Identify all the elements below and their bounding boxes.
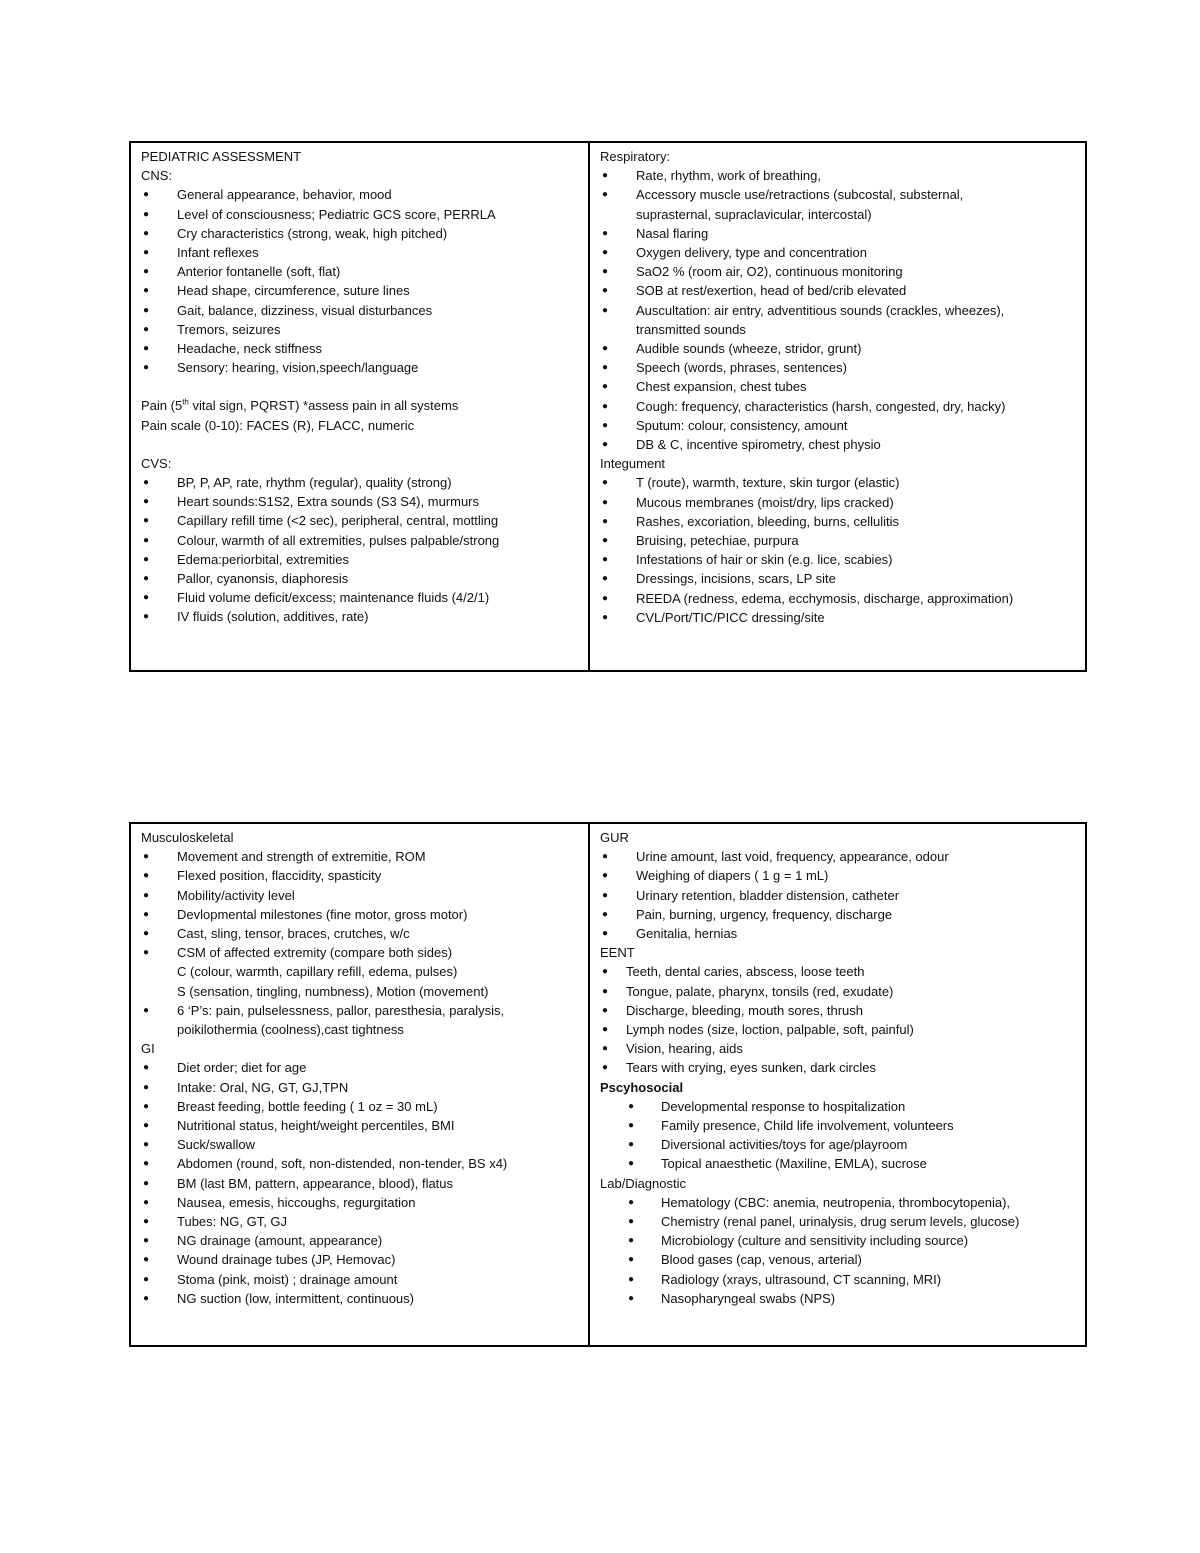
list-item: ● Mucous membranes (moist/dry, lips cracked) — [602, 494, 894, 510]
list-item: ● Breast feeding, bottle feeding ( 1 oz = 30 mL) — [143, 1098, 438, 1114]
pain-scale-line: Pain scale (0-10): FACES (R), FLACC, numeric — [141, 417, 415, 433]
psychosocial-list — [600, 1097, 1079, 1174]
cell-msk-gi — [131, 824, 590, 1345]
list-item: ● Nasal flaring — [602, 225, 709, 241]
list-item: ● Flexed position, flaccidity, spasticity — [143, 868, 382, 884]
list-item: ● Blood gases (cap, venous, arterial) — [628, 1252, 862, 1268]
list-item: ● Abdomen (round, soft, non-distended, non-tender, BS x4) — [143, 1156, 508, 1172]
list-item: ● Nutritional status, height/weight percentiles, BMI — [143, 1118, 455, 1134]
list-item: ● Family presence, Child life involvement, volunteers — [628, 1118, 954, 1134]
lab-diagnostic-list — [600, 1193, 1079, 1308]
list-item: ● Tremors, seizures — [143, 321, 281, 337]
list-item: ● Diversional activities/toys for age/playroom — [628, 1137, 908, 1153]
list-item: ● Head shape, circumference, suture lines — [143, 283, 410, 299]
eent-heading: EENT — [600, 945, 635, 961]
cns-heading: CNS: — [141, 168, 173, 184]
list-item: ● Microbiology (culture and sensitivity including source) — [628, 1233, 969, 1249]
musculoskeletal-list — [141, 847, 582, 962]
musculoskeletal-heading: Musculoskeletal — [141, 830, 234, 845]
list-item: ● T (route), warmth, texture, skin turgor (elastic) — [602, 475, 900, 491]
list-item: ● Sensory: hearing, vision,speech/language — [143, 360, 419, 376]
list-item: ● Gait, balance, dizziness, visual disturbances — [143, 302, 433, 318]
list-item: ● Suck/swallow — [143, 1137, 256, 1153]
list-item: ● CVL/Port/TIC/PICC dressing/site — [602, 609, 825, 625]
gi-list — [141, 1058, 582, 1308]
respiratory-list-cont — [600, 224, 1079, 320]
list-item: ● Intake: Oral, NG, GT, GJ,TPN — [143, 1079, 349, 1095]
list-item: ● Nasopharyngeal swabs (NPS) — [628, 1290, 836, 1306]
list-item: ● CSM of affected extremity (compare both sides) — [143, 945, 453, 961]
list-item: ● BP, P, AP, rate, rhythm (regular), quality (strong) — [143, 475, 452, 491]
list-item: ● Pallor, cyanonsis, diaphoresis — [143, 571, 349, 587]
respiratory-heading: Respiratory: — [600, 149, 671, 164]
lab-diagnostic-heading: Lab/Diagnostic — [600, 1175, 686, 1191]
cell-respiratory-integument — [590, 143, 1085, 670]
list-item: ● Chemistry (renal panel, urinalysis, drug serum levels, glucose) — [628, 1214, 1020, 1230]
list-item-continuation: poikilothermia (coolness),cast tightness — [177, 1022, 404, 1038]
list-item: ● Vision, hearing, aids — [602, 1041, 743, 1057]
list-item: ● Fluid volume deficit/excess; maintenance fluids (4/2/1) — [143, 590, 490, 606]
list-item: ● General appearance, behavior, mood — [143, 187, 392, 203]
list-item: ● Urine amount, last void, frequency, appearance, odour — [602, 849, 949, 865]
list-item: ● Mobility/activity level — [143, 887, 295, 903]
list-item: ● SOB at rest/exertion, head of bed/crib elevated — [602, 283, 907, 299]
integument-heading: Integument — [600, 456, 666, 472]
list-item: ● Anterior fontanelle (soft, flat) — [143, 264, 341, 280]
list-item: ● Oxygen delivery, type and concentration — [602, 245, 868, 261]
list-item: ● Radiology (xrays, ultrasound, CT scanning, MRI) — [628, 1271, 942, 1287]
list-item: ● Urinary retention, bladder distension, catheter — [602, 887, 900, 903]
list-item: ● Level of consciousness; Pediatric GCS score, PERRLA — [143, 206, 496, 222]
list-item: ● Sputum: colour, consistency, amount — [602, 417, 848, 433]
document-title: PEDIATRIC ASSESSMENT — [141, 149, 302, 164]
list-item: ● 6 ‘P’s: pain, pulselessness, pallor, paresthesia, paralysis, — [143, 1002, 505, 1018]
list-item: ● Headache, neck stiffness — [143, 341, 323, 357]
list-item: ● NG suction (low, intermittent, continuous) — [143, 1290, 414, 1306]
list-item: ● BM (last BM, pattern, appearance, blood), flatus — [143, 1175, 454, 1191]
list-item: ● Developmental response to hospitalization — [628, 1098, 906, 1114]
list-item: ● Bruising, petechiae, purpura — [602, 533, 799, 549]
list-item: ● Infestations of hair or skin (e.g. lice, scabies) — [602, 552, 893, 568]
list-item: ● Teeth, dental caries, abscess, loose teeth — [602, 964, 865, 980]
six-ps-list — [141, 1001, 582, 1020]
list-item: ● Heart sounds:S1S2, Extra sounds (S3 S4), murmurs — [143, 494, 480, 510]
list-item: ● Genitalia, hernias — [602, 926, 738, 942]
assessment-table-top — [129, 141, 1087, 672]
list-item: ● Auscultation: air entry, adventitious sounds (crackles, wheezes), — [602, 302, 1005, 318]
list-item: ● Infant reflexes — [143, 245, 259, 261]
psychosocial-heading: Pscyhosocial — [600, 1079, 684, 1095]
csm-sensation-line: S (sensation, tingling, numbness), Motion (movement) — [177, 983, 489, 999]
list-item: ● Tongue, palate, pharynx, tonsils (red, exudate) — [602, 983, 894, 999]
assessment-table-bottom — [129, 822, 1087, 1347]
list-item: ● Cough: frequency, characteristics (harsh, congested, dry, hacky) — [602, 398, 1006, 414]
list-item: ● Rashes, excoriation, bleeding, burns, cellulitis — [602, 513, 900, 529]
gi-heading: GI — [141, 1041, 155, 1057]
list-item: ● Devlopmental milestones (fine motor, gross motor) — [143, 906, 468, 922]
list-item: ● Accessory muscle use/retractions (subcostal, substernal, — [602, 187, 964, 203]
pain-line: Pain (5th vital sign, PQRST) *assess pain in all systems — [141, 398, 459, 414]
list-item: ● Dressings, incisions, scars, LP site — [602, 571, 836, 587]
list-item: ● NG drainage (amount, appearance) — [143, 1233, 383, 1249]
list-item: ● IV fluids (solution, additives, rate) — [143, 609, 369, 625]
list-item: ● Hematology (CBC: anemia, neutropenia, thrombocytopenia), — [628, 1194, 1011, 1210]
gur-list — [600, 847, 1079, 943]
list-item: ● Cry characteristics (strong, weak, high pitched) — [143, 225, 448, 241]
respiratory-list-cont — [600, 339, 1079, 454]
list-item: ● Lymph nodes (size, loction, palpable, soft, painful) — [602, 1022, 914, 1038]
list-item: ● Rate, rhythm, work of breathing, — [602, 168, 821, 184]
list-item: ● Cast, sling, tensor, braces, crutches, w/c — [143, 926, 410, 942]
list-item: ● Tubes: NG, GT, GJ — [143, 1214, 288, 1230]
list-item: ● Chest expansion, chest tubes — [602, 379, 807, 395]
list-item: ● Stoma (pink, moist) ; drainage amount — [143, 1271, 398, 1287]
list-item-continuation: suprasternal, supraclavicular, intercostal) — [636, 206, 872, 222]
list-item: ● Pain, burning, urgency, frequency, discharge — [602, 906, 893, 922]
list-item: ● Capillary refill time (<2 sec), peripheral, central, mottling — [143, 513, 499, 529]
list-item: ● Topical anaesthetic (Maxiline, EMLA), sucrose — [628, 1156, 927, 1172]
list-item: ● Movement and strength of extremitie, ROM — [143, 849, 426, 865]
cns-list — [141, 185, 582, 377]
eent-list — [600, 962, 1079, 1077]
list-item: ● Edema:periorbital, extremities — [143, 551, 349, 567]
list-item: ● Audible sounds (wheeze, stridor, grunt) — [602, 341, 862, 357]
list-item: ● Speech (words, phrases, sentences) — [602, 360, 847, 376]
gur-heading: GUR — [600, 830, 629, 845]
cvs-list — [141, 473, 582, 627]
list-item: ● Weighing of diapers ( 1 g = 1 mL) — [602, 868, 829, 884]
list-item: ● Diet order; diet for age — [143, 1060, 307, 1076]
list-item: ● Discharge, bleeding, mouth sores, thrush — [602, 1002, 864, 1018]
list-item-continuation: transmitted sounds — [636, 321, 746, 337]
list-item: ● Nausea, emesis, hiccoughs, regurgitation — [143, 1194, 416, 1210]
list-item: ● REEDA (redness, edema, ecchymosis, discharge, approximation) — [602, 590, 1014, 606]
list-item: ● Colour, warmth of all extremities, pulses palpable/strong — [143, 532, 500, 548]
integument-list — [600, 473, 1079, 627]
cvs-heading: CVS: — [141, 455, 172, 471]
respiratory-list — [600, 166, 1079, 204]
cell-cns-cvs — [131, 143, 590, 670]
list-item: ● Tears with crying, eyes sunken, dark circles — [602, 1060, 876, 1076]
list-item: ● SaO2 % (room air, O2), continuous monitoring — [602, 264, 903, 280]
list-item: ● Wound drainage tubes (JP, Hemovac) — [143, 1252, 396, 1268]
cell-gur-eent-psych-lab — [590, 824, 1085, 1345]
csm-colour-line: C (colour, warmth, capillary refill, edema, pulses) — [177, 964, 458, 980]
list-item: ● DB & C, incentive spirometry, chest physio — [602, 437, 881, 453]
